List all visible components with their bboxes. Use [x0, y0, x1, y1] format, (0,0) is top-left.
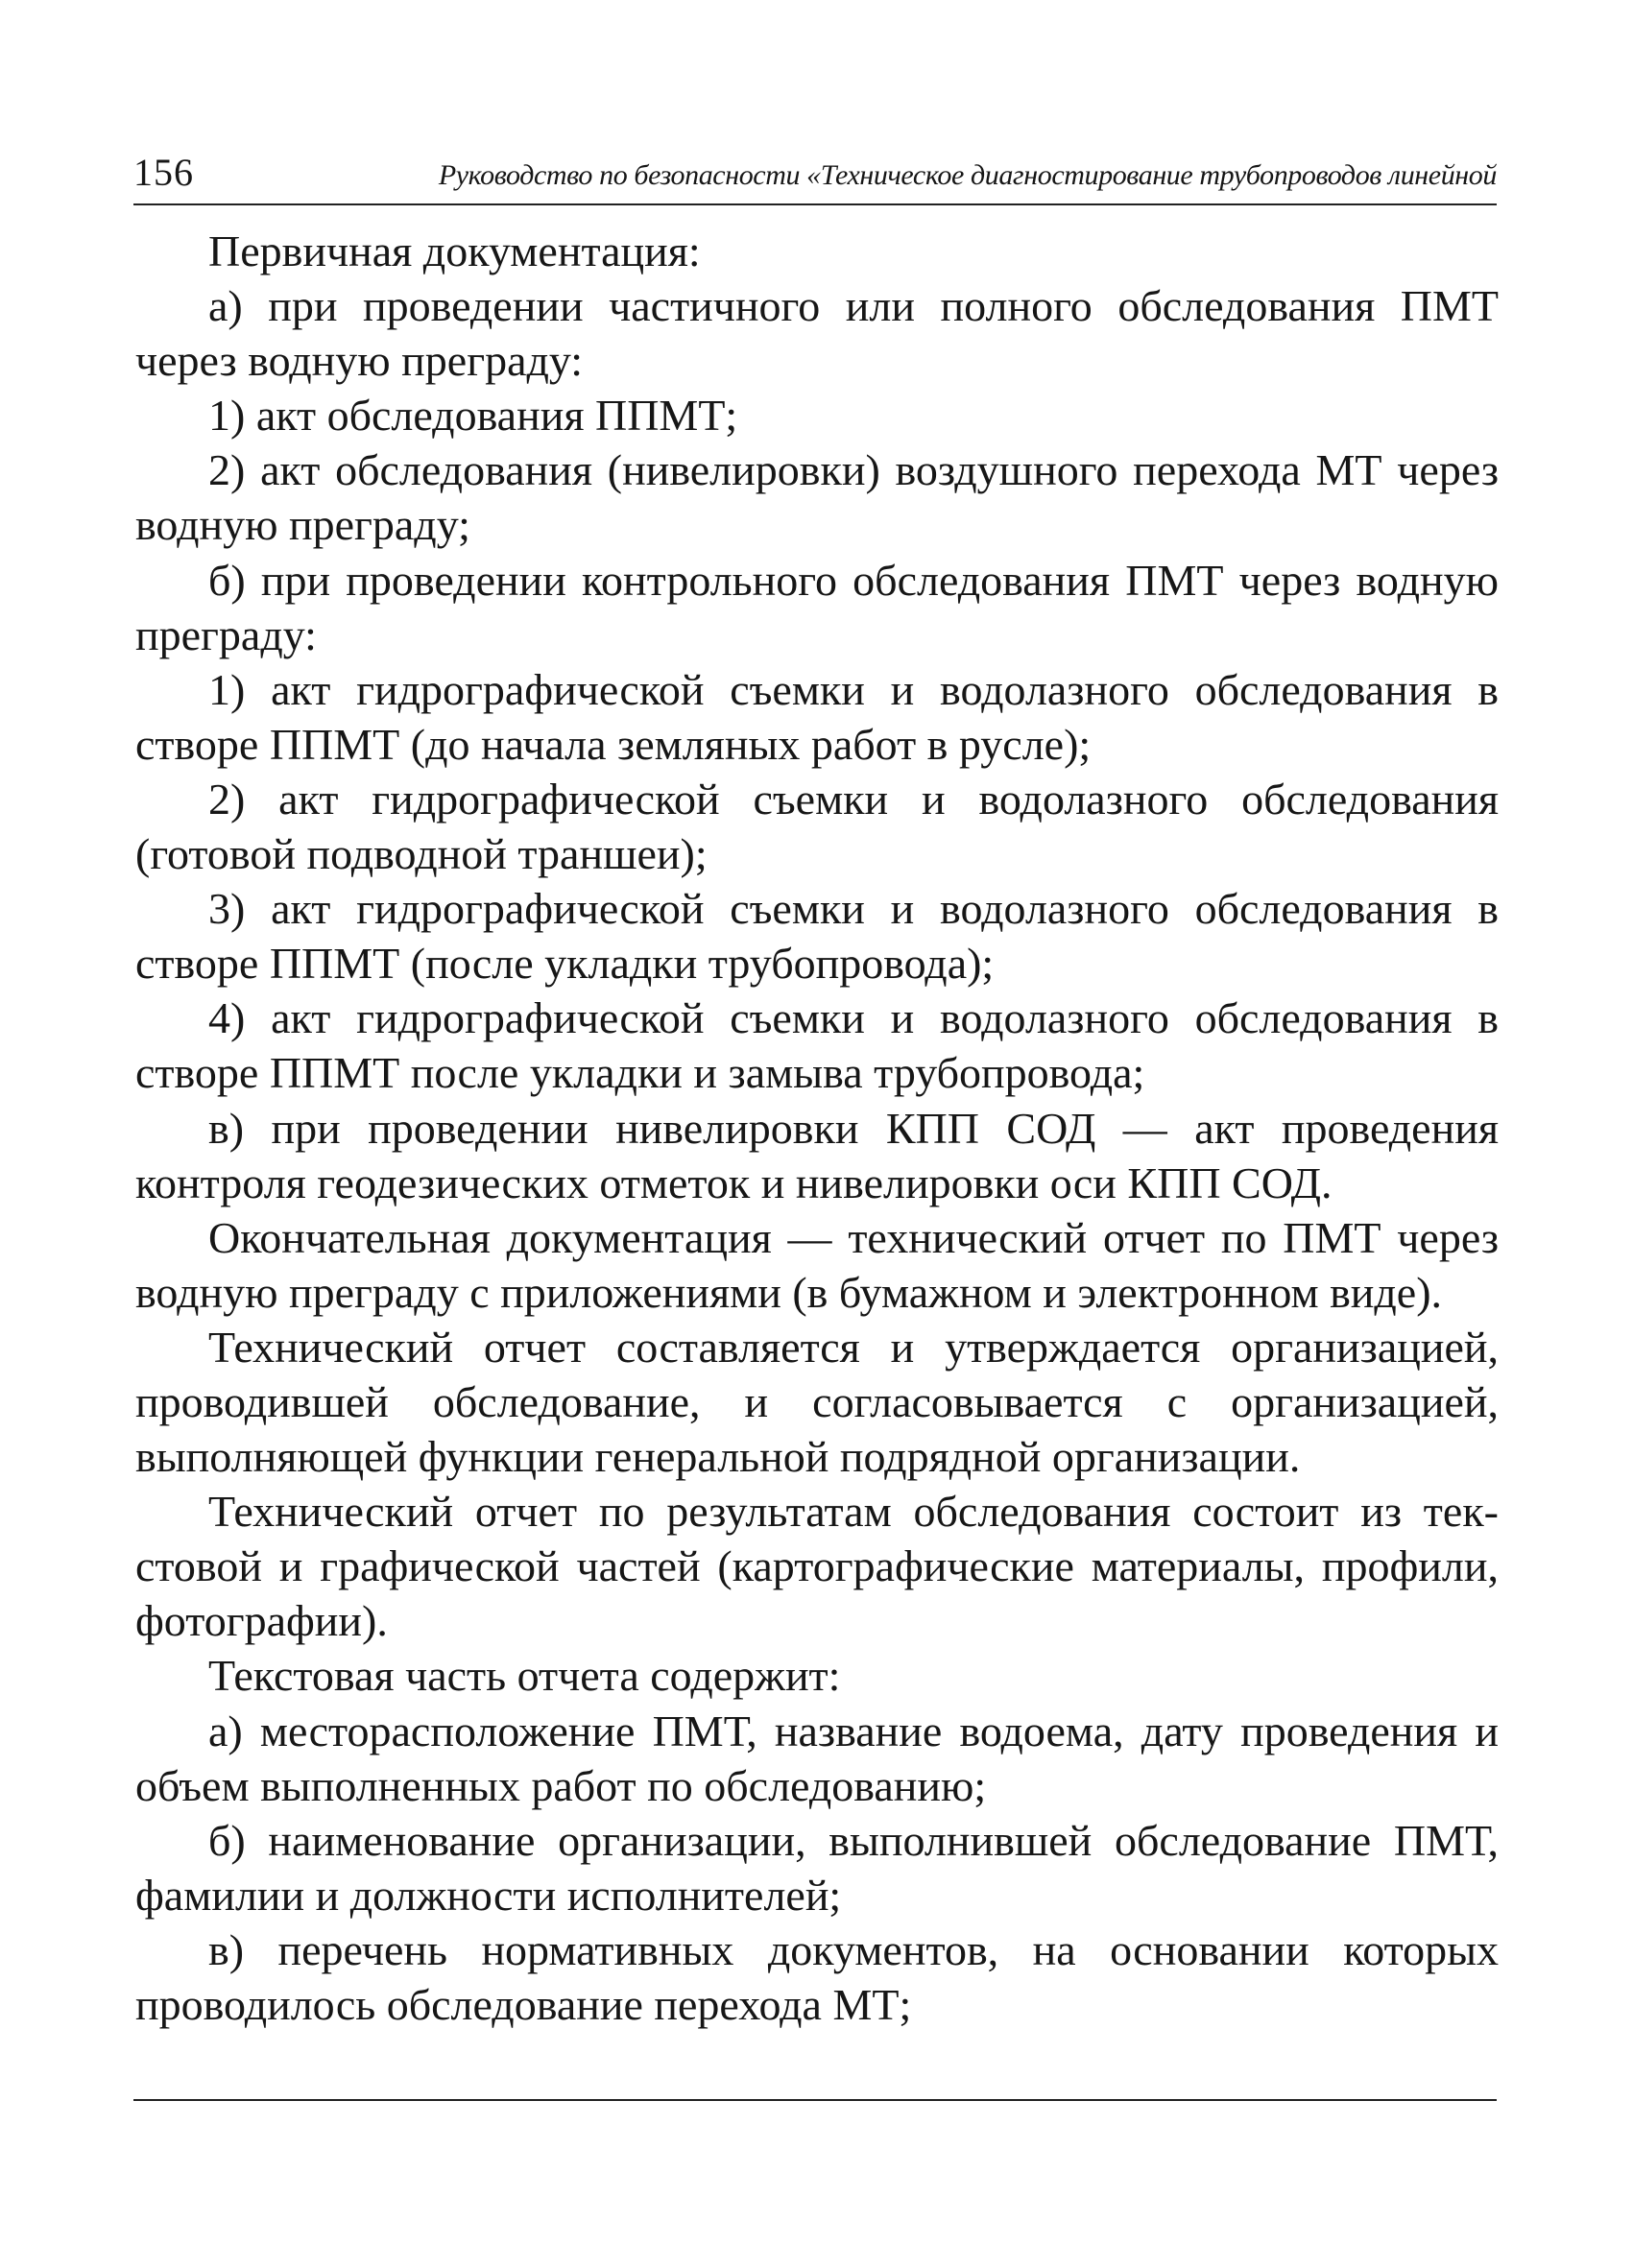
paragraph-item-b2: 2) акт гидрографической съемки и водолазного обследования (готовой подводной траншеи); — [135, 774, 1499, 879]
paragraph-report-approval: Технический отчет составляется и утверждается организацией, проводившей обследование, и согласовывается с организацией, выполняющей функции генеральной подрядной организации. — [135, 1322, 1499, 1482]
paragraph-item-b: б) при проведении контрольного обследования ПМТ через водную преграду: — [135, 555, 1499, 659]
page-number: 156 — [133, 151, 194, 194]
paragraph-report-structure: Технический отчет по результатам обследования состоит из текстовой и графической частей (картографические материалы, профили, фотографии). — [135, 1487, 1499, 1646]
paragraph-item-a2: 2) акт обследования (нивелировки) воздушного перехода МТ через водную преграду; — [135, 445, 1499, 550]
paragraph-text-part-heading: Текстовая часть отчета содержит: — [208, 1651, 841, 1701]
paragraph-item-b1: 1) акт гидрографической съемки и водолазного обследования в створе ППМТ (до начала земляных работ в русле); — [135, 664, 1499, 769]
paragraph-text-item-v: в) перечень нормативных документов, на основании которых проводилось обследование перехода МТ; — [135, 1924, 1499, 2029]
paragraph-item-b3: 3) акт гидрографической съемки и водолазного обследования в створе ППМТ (после укладки трубопровода); — [135, 884, 1499, 989]
page-header — [133, 144, 1497, 205]
paragraph-item-v: в) при проведении нивелировки КПП СОД — акт проведения контроля геодезических отметок и нивелировки оси КПП СОД. — [135, 1103, 1499, 1207]
paragraph-text-item-b: б) наименование организации, выполнившей обследование ПМТ, фамилии и должности исполнителей; — [135, 1815, 1499, 1920]
paragraph-item-b4: 4) акт гидрографической съемки и водолазного обследования в створе ППМТ после укладки и замыва трубопровода; — [135, 993, 1499, 1098]
paragraph-item-a: а) при проведении частичного или полного обследования ПМТ через водную преграду: — [135, 281, 1499, 386]
paragraph-item-a1: 1) акт обследования ППМТ; — [208, 391, 738, 441]
body-text — [135, 224, 1499, 2032]
paragraph-text-item-a: а) месторасположение ПМТ, название водоема, дату проведения и объем выполненных работ по обследованию; — [135, 1706, 1499, 1810]
bottom-rule — [133, 2099, 1497, 2101]
running-title: Руководство по безопасности «Техническое диагностирование трубопроводов линейной — [438, 159, 1497, 191]
paragraph-final-docs: Окончательная документация — технический отчет по ПМТ через водную преграду с приложениями (в бумажном и электронном виде). — [135, 1212, 1499, 1317]
paragraph-primary-docs-heading: Первичная документация: — [208, 227, 701, 275]
